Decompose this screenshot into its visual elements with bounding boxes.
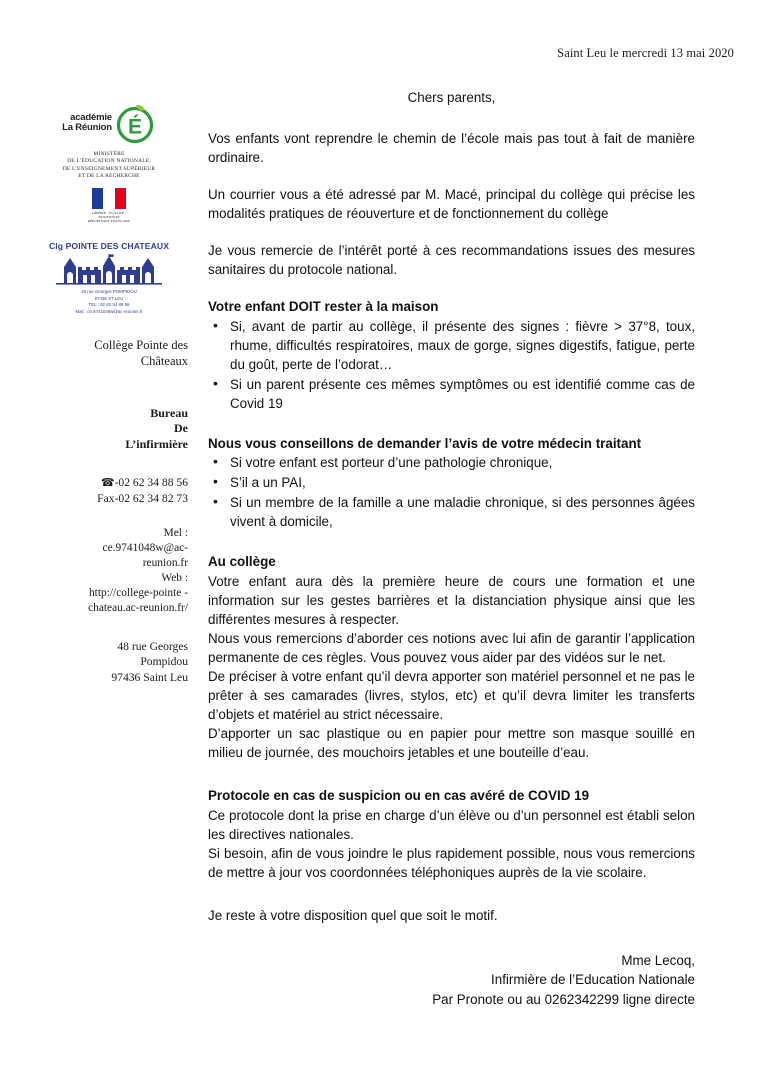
ministry-line-4: ET DE LA RECHERCHE: [78, 173, 140, 180]
at-school-paragraph-2: Nous vous remercions d’aborder ces notions avec lui afin de garantir l’application permanente de ces règles. Vous pouvez vous aider par des vidéos sur le net.: [208, 630, 695, 665]
phone-row: [24, 475, 188, 491]
postal-address: [24, 639, 194, 686]
ministry-line-3: DE L’ENSEIGNEMENT SUPÉRIEUR: [62, 165, 156, 172]
address-line-2: Pompidou: [140, 655, 188, 669]
email-value-cont: reunion.fr: [142, 557, 188, 570]
college-logo-contact: [36, 289, 182, 315]
republic-motto: LIBERTÉ · ÉGALITÉ · FRATERNITÉ RÉPUBLIQUE FRANÇAISE: [87, 210, 131, 223]
at-school-paragraph-1: Votre enfant aura dès la première heure de cours une formation et une information sur les gestes barrières et la distanciation physique ainsi que les différentes mesures à respecter.: [208, 573, 695, 627]
letter-body: [208, 88, 695, 1009]
list-item: • Si, avant de partir au collège, il présente des signes : fièvre > 37°8, toux, rhume, difficultés respiratoires, maux de gorge, signes digestifs, fatigue, perte du goût, perte de l’odorat…: [208, 317, 695, 374]
academie-logo-line1: académie: [70, 111, 112, 123]
list-item: • S’il a un PAI,: [208, 473, 695, 492]
protocol-paragraph-1: Ce protocole dont la prise en charge d’un élève ou d’un personnel est établi selon les directives nationales.: [208, 807, 695, 842]
stay-home-list: [208, 317, 695, 413]
college-logo-tel: TEL : 02 62 34 88 56: [88, 302, 130, 308]
telephone-icon: ☎: [100, 476, 115, 489]
office-block: [24, 406, 194, 453]
section-heading-doctor: Nous vous conseillons de demander l’avis de votre médecin traitant: [208, 435, 642, 451]
letterhead-sidebar: [24, 100, 194, 685]
fax-number: Fax-02 62 34 82 73: [97, 491, 188, 505]
date-line: Saint Leu le mercredi 13 mai 2020: [557, 46, 734, 60]
section-heading-at-school: Au collège: [208, 554, 276, 570]
svg-text:É: É: [127, 115, 142, 139]
signature-block: [208, 951, 695, 1009]
school-name: [24, 337, 194, 370]
address-line-3: 97436 Saint Leu: [111, 670, 188, 684]
intro-paragraph-2: Un courrier vous a été adressé par M. Macé, principal du collège qui précise les modalités pratiques de réouverture et de fonctionnement du collège: [208, 187, 695, 222]
list-item: • Si votre enfant est porteur d’une pathologie chronique,: [208, 453, 695, 472]
office-line-1: Bureau: [150, 405, 188, 420]
email-value: ce.9741048w@ac-: [102, 542, 188, 555]
office-line-2: De: [174, 421, 188, 436]
web-label: Web :: [161, 572, 188, 585]
signature-role: Infirmière de l’Education Nationale: [491, 972, 695, 988]
doctor-advice-list: [208, 453, 695, 531]
intro-paragraph-3: Je vous remercie de l’intérêt porté à ces recommandations issues des mesures sanitaires du protocole national.: [208, 243, 695, 278]
protocol-paragraph-2: Si besoin, afin de vous joindre le plus rapidement possible, nous vous remercions de mettre à jour vos coordonnées téléphoniques auprès de la vie scolaire.: [208, 845, 695, 880]
section-heading-stay-home: Votre enfant DOIT rester à la maison: [208, 299, 439, 315]
email-label: Mel :: [163, 527, 188, 540]
academie-e-mark-icon: [114, 102, 156, 144]
college-logo-mail: Mail : ce.9741048w@ac-reunion.fr: [75, 308, 143, 314]
college-logo-address: 48 rue Georges POMPIDOU: [81, 289, 137, 295]
signature-name: Mme Lecoq,: [621, 952, 695, 968]
intro-paragraph-1: Vos enfants vont reprendre le chemin de l’école mais pas tout à fait de manière ordinaire.: [208, 131, 695, 166]
contact-email: [24, 526, 194, 571]
web-value[interactable]: http://college-pointe -: [88, 587, 188, 600]
list-item: • Si un parent présente ces mêmes symptômes ou est identifié comme cas de Covid 19: [208, 375, 695, 413]
at-school-paragraph-4: D’apporter un sac plastique ou en papier pour mettre son masque souillé en milieu de journée, des mouchoirs jetables et une bouteille d’eau.: [208, 726, 695, 761]
academie-logo-top: [39, 100, 179, 146]
college-logo-city: 97436 ST LEU: [94, 295, 124, 301]
contact-web: [24, 571, 194, 616]
web-value-cont[interactable]: chateau.ac-reunion.fr/: [88, 602, 188, 615]
ministry-line-2: DE L’ÉDUCATION NATIONALE,: [67, 158, 151, 165]
castle-icon: [56, 254, 162, 287]
french-flag-icon: [91, 187, 127, 210]
school-name-line1: Collège Pointe des: [94, 338, 188, 352]
republic-emblem: [82, 187, 136, 224]
address-line-1: 48 rue Georges: [117, 639, 188, 653]
academie-logo-line2: La Réunion: [62, 122, 112, 133]
section-heading-protocol: Protocole en cas de suspicion ou en cas avéré de COVID 19: [208, 788, 590, 804]
school-name-line2: Châteaux: [140, 354, 188, 369]
ministry-line-1: MINISTÈRE: [93, 151, 125, 157]
salutation: Chers parents,: [407, 90, 496, 105]
academie-logo: [39, 100, 179, 223]
list-item: • Si un membre de la famille a une maladie chronique, si des personnes âgées vivent à domicile,: [208, 493, 695, 531]
academie-logo-wordmark: [62, 113, 112, 134]
office-line-3: L’infirmière: [125, 437, 188, 452]
signature-contact: Par Pronote ou au 0262342299 ligne directe: [432, 991, 695, 1007]
closing-line: Je reste à votre disposition quel que soit le motif.: [208, 907, 498, 923]
ministry-text: [39, 151, 179, 181]
college-logo: [36, 241, 182, 315]
contact-phones: [24, 475, 194, 506]
at-school-paragraph-3: De préciser à votre enfant qu’il devra apporter son matériel personnel et ne pas le prêter à ses camarades (livres, stylos, etc) et qu’il devra limiter les transferts d’objets et matériel au strict nécessaire.: [208, 668, 695, 723]
phone-number: -02 62 34 88 56: [114, 475, 188, 489]
college-logo-title: Clg POINTE DES CHATEAUX: [48, 241, 170, 252]
